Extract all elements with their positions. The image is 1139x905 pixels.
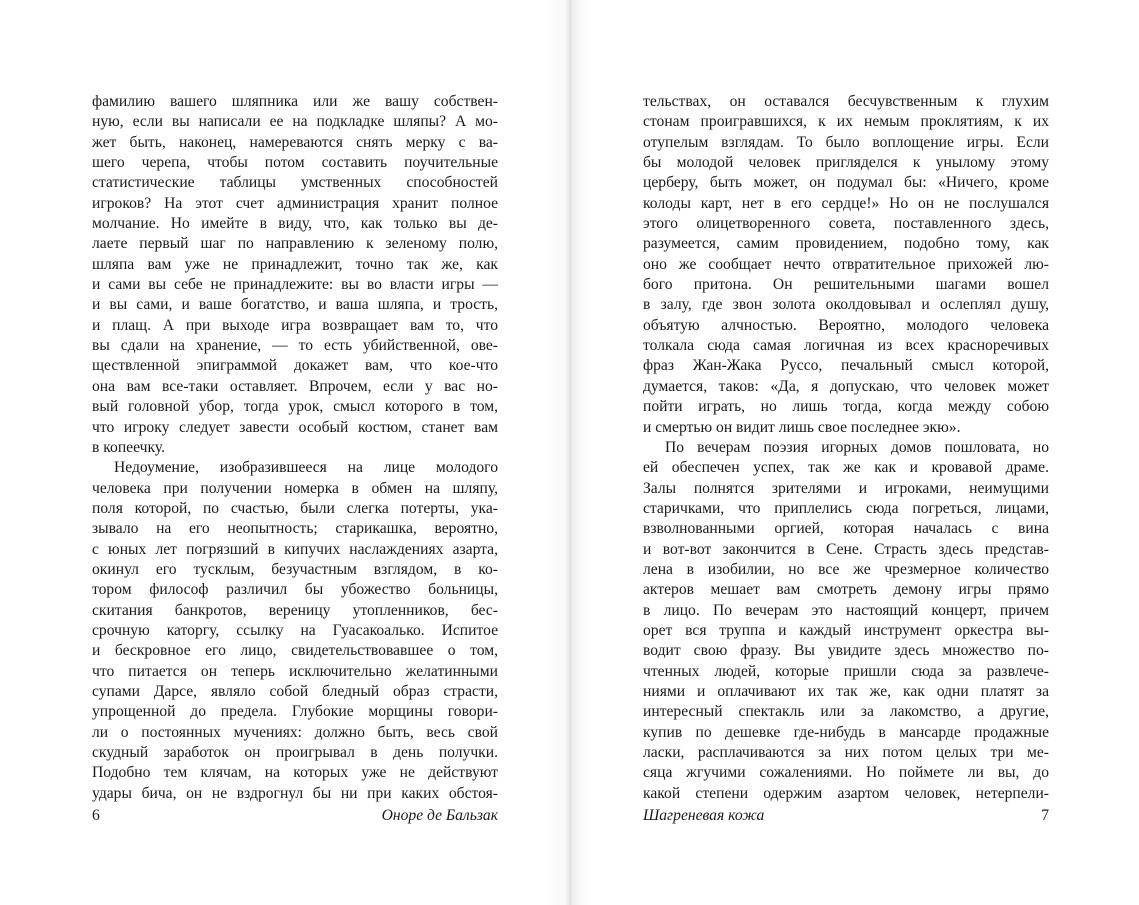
page-number: 6 xyxy=(92,807,100,824)
right-line-10: бого притона. Он решительными шагами вошел xyxy=(643,276,1049,294)
right-line-11: в залу, где звон золота околдовывал и ослеплял душу, xyxy=(643,296,1049,314)
left-line-25: тором философ различил бы убожество больницы, xyxy=(92,581,498,599)
right-line-29: чтенных людей, которые пришли сюда за развлече- xyxy=(643,662,1049,680)
right-line-33: ласки, расплачиваются за них потом целых три ме- xyxy=(643,744,1049,761)
left-line-17: что игроку следует завести особый костюм, станет вам xyxy=(92,418,498,436)
left-line-21: поля которой, по счастью, были слегка потерты, ука- xyxy=(92,499,498,517)
running-head-title: Шагреневая кожа xyxy=(643,807,765,824)
left-line-13: вы сдали на хранение, — то есть убийственной, ове- xyxy=(92,337,498,355)
right-line-16: пойти играть, но лишь тогда, когда между собою xyxy=(643,398,1049,416)
left-line-28: и бескровное его лицо, свидетельствовавшее о том, xyxy=(92,642,498,660)
right-line-6: колоды карт, нет в его сердце!» Но он не послушался xyxy=(643,194,1049,212)
left-line-3: жет быть, наконец, намереваются снять мерку с ва- xyxy=(92,133,498,151)
right-line-27: орет вся труппа и каждый инструмент оркестра вы- xyxy=(643,621,1049,639)
left-line-4: шего черепа, чтобы потом составить поучительные xyxy=(92,154,498,172)
left-line-10: и сами вы себе не принадлежите: вы во власти игры — xyxy=(92,276,498,294)
right-line-9: оно же сообщает нечто отвратительное прихожей лю- xyxy=(643,255,1049,273)
left-line-30: супами Дарсе, являло собой бледный образ страсти, xyxy=(92,682,498,700)
left-line-9: шляпа вам уже не принадлежит, точно так же, как xyxy=(92,255,498,273)
left-line-5: статистические таблицы умственных способностей xyxy=(92,174,498,192)
right-line-19: ей обеспечен успех, так же как и кровавой драме. xyxy=(643,459,1049,477)
page-number: 7 xyxy=(1041,807,1049,824)
right-line-12: объятую алчностью. Вероятно, молодого человека xyxy=(643,316,1049,334)
left-line-22: зывало на его неопытность; старикашка, вероятно, xyxy=(92,520,498,538)
left-line-7: молчание. Но имейте в виду, что, как только вы де- xyxy=(92,215,498,233)
left-line-11: и вы сами, и ваше богатство, и ваша шляпа, и трость, xyxy=(92,296,498,314)
left-line-16: вый головной убор, тогда урок, смысл которого в том, xyxy=(92,398,498,416)
right-line-3: отупелым взглядам. То было воплощение игры. Если xyxy=(643,133,1049,151)
right-page-body xyxy=(643,92,1049,804)
right-line-4: бы молодой человек пригляделся к унылому этому xyxy=(643,154,1049,172)
right-line-15: думается, таков: «Да, я допускаю, что человек может xyxy=(643,377,1049,395)
left-line-23: с юных лет погрязший в кипучих наслаждениях азарта, xyxy=(92,540,498,558)
left-line-18: в копеечку. xyxy=(92,438,165,456)
left-line-34: Подобно тем клячам, на которых уже не действуют xyxy=(92,764,498,782)
left-line-14: ществленной эпиграммой докажет вам, что кое-что xyxy=(92,357,498,375)
left-line-6: игроков? На этот счет администрация хранит полное xyxy=(92,194,498,212)
left-line-33: скудный заработок он проигрывал в день получки. xyxy=(92,744,498,761)
right-line-34: сяца жгучими сожалениями. Но поймете ли вы, до xyxy=(643,764,1049,782)
left-page-body xyxy=(92,92,498,804)
left-line-31: упрощенной до предела. Глубокие морщины говори- xyxy=(92,703,498,721)
right-line-20: Залы полнятся зрителями и игроками, неимущими xyxy=(643,479,1049,497)
right-line-18: По вечерам поэзия игорных домов пошловата, но xyxy=(665,438,1049,456)
right-line-31: интересный спектакль или за лакомство, а другие, xyxy=(643,703,1049,721)
right-line-32: купив по дешевке где-нибудь в мансарде продажные xyxy=(643,723,1049,741)
right-line-26: в лицо. По вечерам это настоящий концерт, причем xyxy=(643,601,1049,619)
left-page-footer xyxy=(92,805,498,827)
left-line-19: Недоумение, изобразившееся на лице молодого xyxy=(114,459,498,477)
left-line-27: срочную каторгу, ссылку на Гуасакоалько. Испитое xyxy=(92,621,498,639)
left-line-24: окинул его тусклым, безучастным взглядом, в ко- xyxy=(92,560,498,578)
left-line-12: и плащ. А при выходе игра возвращает вам то, что xyxy=(92,316,498,334)
right-line-17: и смертью он видит лишь свое последнее экю». xyxy=(643,418,961,436)
right-line-8: разумеется, самим провидением, подобно тому, как xyxy=(643,235,1049,253)
right-line-24: лена в изобилии, но все же чрезмерное количество xyxy=(643,560,1049,578)
left-line-1: фамилию вашего шляпника или же вашу собствен- xyxy=(92,93,498,110)
right-page-footer xyxy=(643,805,1049,827)
left-line-8: лаете первый шаг по направлению к зеленому полю, xyxy=(92,235,498,253)
right-line-35: какой степени одержим азартом человек, нетерпели- xyxy=(643,784,1049,802)
right-line-14: фраз Жан-Жака Руссо, печальный смысл которой, xyxy=(643,357,1049,375)
left-line-2: ную, если вы написали ее на подкладке шляпы? А мо- xyxy=(92,113,498,131)
right-line-5: церберу, быть может, он подумал бы: «Ничего, кроме xyxy=(643,174,1049,192)
right-line-13: толкала сюда самая логичная из всех красноречивых xyxy=(643,337,1049,355)
left-line-35: удары бича, он не вздрогнул бы ни при каких обстоя- xyxy=(92,784,498,802)
right-line-2: стонам проигравшихся, к их немым проклятиям, к их xyxy=(643,113,1049,131)
right-line-30: ниями и оплачивают их так же, как одни платят за xyxy=(643,682,1049,700)
left-page xyxy=(0,0,569,905)
right-line-23: и вот-вот закончится в Сене. Страсть здесь представ- xyxy=(643,540,1049,558)
right-line-21: старичками, что приплелись сюда погреться, лицами, xyxy=(643,499,1049,517)
right-line-7: этого олицетворенного совета, поставленного здесь, xyxy=(643,215,1049,233)
right-line-25: актеров мешает вам смотреть демону игры прямо xyxy=(643,581,1049,599)
left-line-29: что питается он теперь исключительно желатинными xyxy=(92,662,498,680)
left-line-26: скитания банкротов, вереницу утопленников, бес- xyxy=(92,601,498,619)
right-line-1: тельствах, он оставался бесчувственным к глухим xyxy=(643,93,1049,110)
right-line-22: взволнованными оргией, которая началась с вина xyxy=(643,520,1049,538)
right-line-28: водит свою фразу. Вы увидите здесь множество по- xyxy=(643,642,1049,660)
left-line-15: она вам все-таки оставляет. Впрочем, если у вас но- xyxy=(92,377,498,395)
running-head-author: Оноре де Бальзак xyxy=(381,807,498,824)
right-page xyxy=(569,0,1139,905)
left-line-20: человека при получении номерка в обмен на шляпу, xyxy=(92,479,498,497)
left-line-32: ли о постоянных мучениях: должно быть, весь свой xyxy=(92,723,498,741)
